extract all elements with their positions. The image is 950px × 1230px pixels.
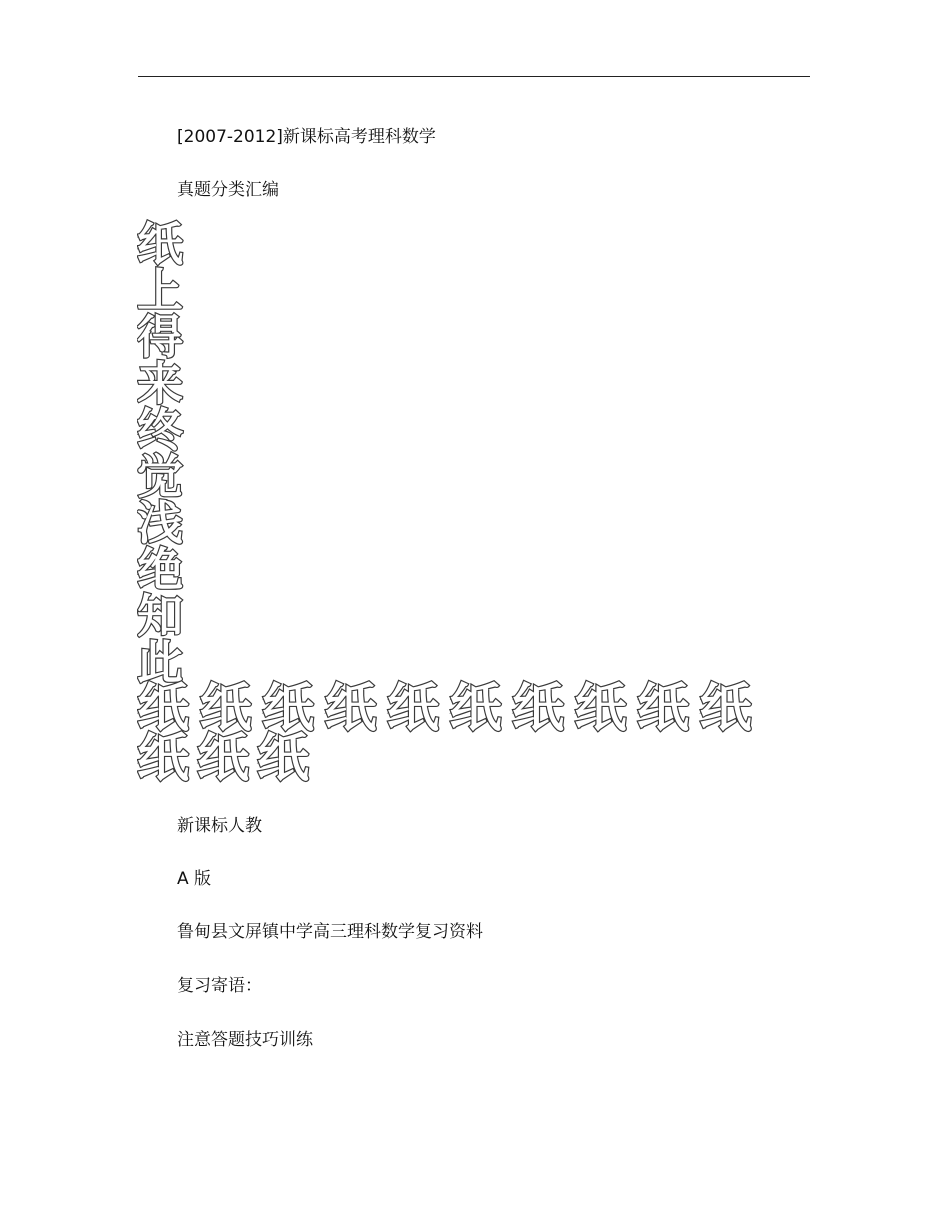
poem-column xyxy=(137,218,183,690)
repeated-char: 纸 xyxy=(449,679,502,739)
repeated-char: 纸 xyxy=(574,679,627,739)
message-text: 注意答题技巧训练 xyxy=(177,1030,313,1050)
repeated-char: 纸 xyxy=(137,729,190,788)
poem-char: 此 xyxy=(137,635,183,690)
repeated-row-2 xyxy=(137,729,309,788)
poem-char: 绝 xyxy=(137,542,183,597)
repeated-char: 纸 xyxy=(387,679,440,739)
repeated-char: 纸 xyxy=(324,679,377,739)
message-label: 复习寄语： xyxy=(177,976,262,996)
poem-char: 得 xyxy=(137,310,183,364)
poem-char: 觉 xyxy=(137,449,183,504)
poem-char: 来 xyxy=(137,356,183,411)
school-line: 鲁甸县文屏镇中学高三理科数学复习资料 xyxy=(177,922,483,942)
header-rule xyxy=(138,76,810,77)
document-title: [2007-2012]新课标高考理科数学 xyxy=(177,127,436,147)
repeated-char: 纸 xyxy=(257,729,310,788)
repeated-char: 纸 xyxy=(137,679,190,739)
repeated-char: 纸 xyxy=(197,729,250,788)
repeated-char: 纸 xyxy=(199,679,252,739)
poem-char: 知 xyxy=(137,589,183,643)
poem-char: 纸 xyxy=(137,218,183,271)
repeated-char: 纸 xyxy=(637,679,690,739)
repeated-char: 纸 xyxy=(512,679,565,739)
edition-line-2: A 版 xyxy=(177,869,212,889)
repeated-char: 纸 xyxy=(699,679,752,739)
edition-line-1: 新课标人教 xyxy=(177,816,262,836)
decorative-calligraphy xyxy=(137,218,777,788)
poem-char: 终 xyxy=(137,403,183,457)
poem-char: 上 xyxy=(137,263,183,318)
document-subtitle: 真题分类汇编 xyxy=(177,180,279,200)
poem-char: 浅 xyxy=(137,496,183,550)
repeated-char: 纸 xyxy=(262,679,315,739)
